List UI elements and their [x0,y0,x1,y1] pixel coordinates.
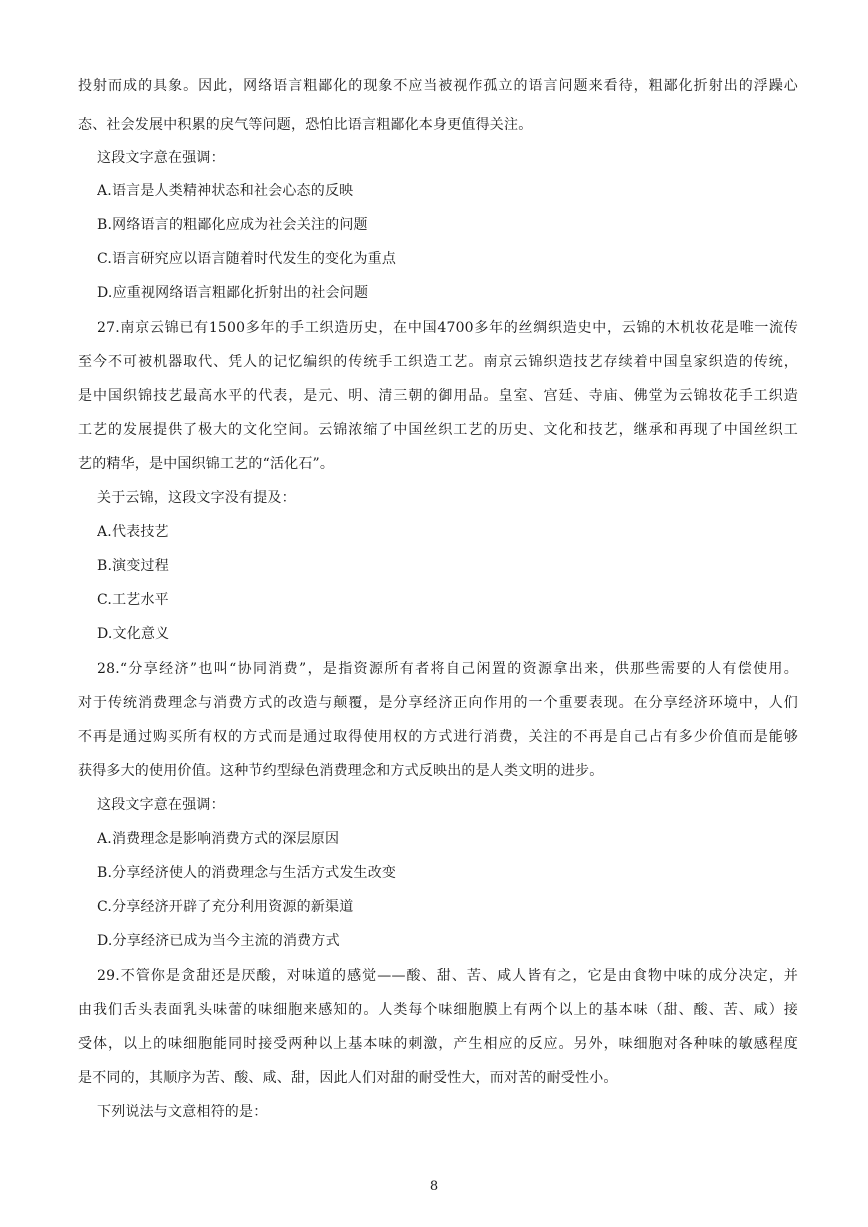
option-d: D.分享经济已成为当今主流的消费方式 [97,933,340,949]
option-d: D.应重视网络语言粗鄙化折射出的社会问题 [97,285,369,301]
question-29-line: 29.不管你是贪甜还是厌酸，对味道的感觉——酸、甜、苦、咸人皆有之，它是由食物中味的成分决定，并 [97,968,798,984]
option-d: D.文化意义 [97,626,170,642]
paragraph-line: 受体，以上的味细胞能同时接受两种以上基本味的刺激，产生相应的反应。另外，味细胞对各种味的敏感程度 [78,1036,798,1052]
question-stem: 下列说法与文意相符的是： [97,1104,268,1120]
option-a: A.消费理念是影响消费方式的深层原因 [97,831,340,847]
question-stem: 这段文字意在强调： [97,150,225,166]
question-stem: 这段文字意在强调： [97,797,225,813]
option-b: B.分享经济使人的消费理念与生活方式发生改变 [97,865,397,881]
paragraph-line: 由我们舌头表面乳头味蕾的味细胞来感知的。人类每个味细胞膜上有两个以上的基本味（甜、酸、苦、咸）接 [78,1002,798,1018]
question-28-line: 28.“分享经济”也叫“协同消费”，是指资源所有者将自己闲置的资源拿出来，供那些需要的人有偿使用。 [97,661,798,677]
option-c: C.分享经济开辟了充分利用资源的新渠道 [97,899,354,915]
page-number: 8 [429,1179,439,1194]
paragraph-line: 至今不可被机器取代、凭人的记忆编织的传统手工织造工艺。南京云锦织造技艺存续着中国皇家织造的传统， [78,354,798,370]
question-stem: 关于云锦，这段文字没有提及： [97,490,296,506]
paragraph-line: 是不同的，其顺序为苦、酸、咸、甜，因此人们对甜的耐受性大，而对苦的耐受性小。 [78,1070,618,1086]
paragraph-line: 是中国织锦技艺最高水平的代表，是元、明、清三朝的御用品。皇室、宫廷、寺庙、佛堂为云锦妆花手工织造 [78,388,798,404]
option-b: B.演变过程 [97,558,169,574]
option-b: B.网络语言的粗鄙化应成为社会关注的问题 [97,217,368,233]
paragraph-line: 获得多大的使用价值。这种节约型绿色消费理念和方式反映出的是人类文明的进步。 [78,763,604,779]
paragraph-line: 态、社会发展中积累的戾气等问题，恐怕比语言粗鄙化本身更值得关注。 [78,117,533,133]
paragraph-line: 艺的精华，是中国织锦工艺的“活化石”。 [78,456,335,472]
option-a: A.代表技艺 [97,524,169,540]
paragraph-line: 不再是通过购买所有权的方式而是通过取得使用权的方式进行消费，关注的不再是自己占有多少价值而是能够 [78,729,798,745]
option-c: C.语言研究应以语言随着时代发生的变化为重点 [97,251,397,267]
paragraph-line: 工艺的发展提供了极大的文化空间。云锦浓缩了中国丝织工艺的历史、文化和技艺，继承和再现了中国丝织工 [78,422,798,438]
paragraph-line: 投射而成的具象。因此，网络语言粗鄙化的现象不应当被视作孤立的语言问题来看待，粗鄙化折射出的浮躁心 [78,78,798,94]
paragraph-line: 对于传统消费理念与消费方式的改造与颠覆，是分享经济正向作用的一个重要表现。在分享经济环境中，人们 [78,695,798,711]
option-a: A.语言是人类精神状态和社会心态的反映 [97,183,354,199]
option-c: C.工艺水平 [97,592,169,608]
question-27-line: 27.南京云锦已有1500多年的手工织造历史，在中国4700多年的丝绸织造史中，云锦的木机妆花是唯一流传 [97,320,798,336]
